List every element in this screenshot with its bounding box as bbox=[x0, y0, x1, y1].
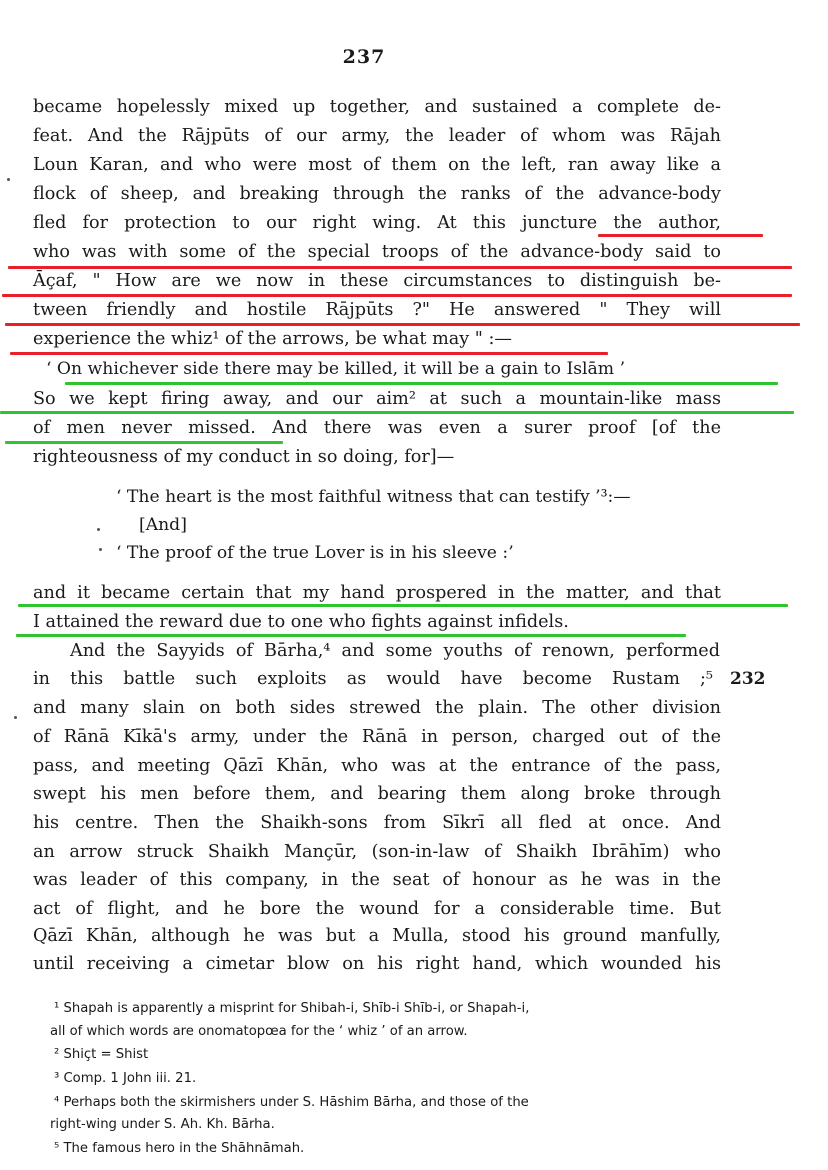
text-line: Qāzī Khān, although he was but a Mulla, stood his ground manfully, bbox=[33, 926, 721, 946]
text-line: and many slain on both sides strewed the plain. The other division bbox=[33, 698, 721, 718]
footnote: ¹ Shapah is apparently a misprint for Shibah-i, Shīb-i Shīb-i, or Shapah-i, bbox=[54, 1001, 530, 1016]
text-line: and it became certain that my hand prospered in the matter, and that bbox=[33, 583, 721, 603]
text-line: act of flight, and he bore the wound for a considerable time. But bbox=[33, 899, 721, 919]
red-underline bbox=[8, 266, 792, 269]
text-line: was leader of this company, in the seat of honour as he was in the bbox=[33, 870, 721, 890]
text-line: Āçaf, " How are we now in these circumstances to distinguish be- bbox=[33, 271, 721, 291]
text-line: pass, and meeting Qāzī Khān, who was at the entrance of the pass, bbox=[33, 756, 721, 776]
text-line: an arrow struck Shaikh Mançūr, (son-in-law of Shaikh Ibrāhīm) who bbox=[33, 842, 721, 862]
verse-line: [And] bbox=[139, 515, 187, 535]
text-line: And the Sayyids of Bārha,⁴ and some youths of renown, performed bbox=[70, 641, 720, 661]
scan-speck bbox=[97, 528, 100, 531]
green-underline bbox=[0, 411, 794, 414]
text-line: of men never missed. And there was even a surer proof [of the bbox=[33, 418, 721, 438]
footnote: right-wing under S. Ah. Kh. Bārha. bbox=[50, 1117, 275, 1132]
footnote: all of which words are onomatopœa for the ‘ whiz ’ of an arrow. bbox=[50, 1024, 468, 1039]
green-underline bbox=[5, 441, 283, 444]
footnote: ² Shiçt = Shist bbox=[54, 1047, 149, 1062]
text-line: flock of sheep, and breaking through the ranks of the advance-body bbox=[33, 184, 721, 204]
text-line: of Rānā Kīkā's army, under the Rānā in person, charged out of the bbox=[33, 727, 721, 747]
red-underline bbox=[2, 294, 792, 297]
red-underline bbox=[10, 352, 608, 355]
text-line: So we kept firing away, and our aim² at such a mountain-like mass bbox=[33, 389, 721, 409]
text-line: feat. And the Rājpūts of our army, the leader of whom was Rājah bbox=[33, 126, 721, 146]
red-underline bbox=[598, 234, 763, 237]
text-line: I attained the reward due to one who fights against infidels. bbox=[33, 612, 569, 632]
text-line: righteousness of my conduct in so doing, for]— bbox=[33, 447, 455, 467]
text-line: experience the whiz¹ of the arrows, be what may " :— bbox=[33, 329, 512, 349]
text-line: Loun Karan, and who were most of them on the left, ran away like a bbox=[33, 155, 721, 175]
text-line: until receiving a cimetar blow on his right hand, which wounded his bbox=[33, 954, 721, 974]
verse-line: ‘ The heart is the most faithful witness that can testify ’³:— bbox=[116, 487, 631, 507]
footnote: ⁴ Perhaps both the skirmishers under S. Hāshim Bārha, and those of the bbox=[54, 1095, 529, 1110]
text-line: swept his men before them, and bearing them along broke through bbox=[33, 784, 721, 804]
text-line: his centre. Then the Shaikh-sons from Sīkrī all fled at once. And bbox=[33, 813, 721, 833]
text-line: fled for protection to our right wing. At this juncture the author, bbox=[33, 213, 721, 233]
scan-speck bbox=[14, 716, 17, 719]
margin-page-number: 232 bbox=[730, 669, 766, 689]
green-underline bbox=[65, 382, 778, 385]
green-underline bbox=[16, 634, 686, 637]
scan-speck bbox=[99, 548, 102, 551]
footnote: ⁵ The famous hero in the Shāhnāmah. bbox=[54, 1141, 305, 1156]
page-number: 237 bbox=[342, 46, 386, 68]
text-line: in this battle such exploits as would have become Rustam ;⁵ bbox=[33, 669, 713, 689]
green-underline bbox=[18, 604, 788, 607]
verse-line: ‘ The proof of the true Lover is in his sleeve :’ bbox=[116, 543, 514, 563]
scan-speck bbox=[7, 178, 10, 181]
verse-line: ‘ On whichever side there may be killed, it will be a gain to Islām ’ bbox=[46, 359, 626, 379]
text-line: became hopelessly mixed up together, and sustained a complete de- bbox=[33, 97, 721, 117]
red-underline bbox=[5, 323, 800, 326]
text-line: tween friendly and hostile Rājpūts ?" He answered " They will bbox=[33, 300, 721, 320]
footnote: ³ Comp. 1 John iii. 21. bbox=[54, 1071, 197, 1086]
text-line: who was with some of the special troops of the advance-body said to bbox=[33, 242, 721, 262]
